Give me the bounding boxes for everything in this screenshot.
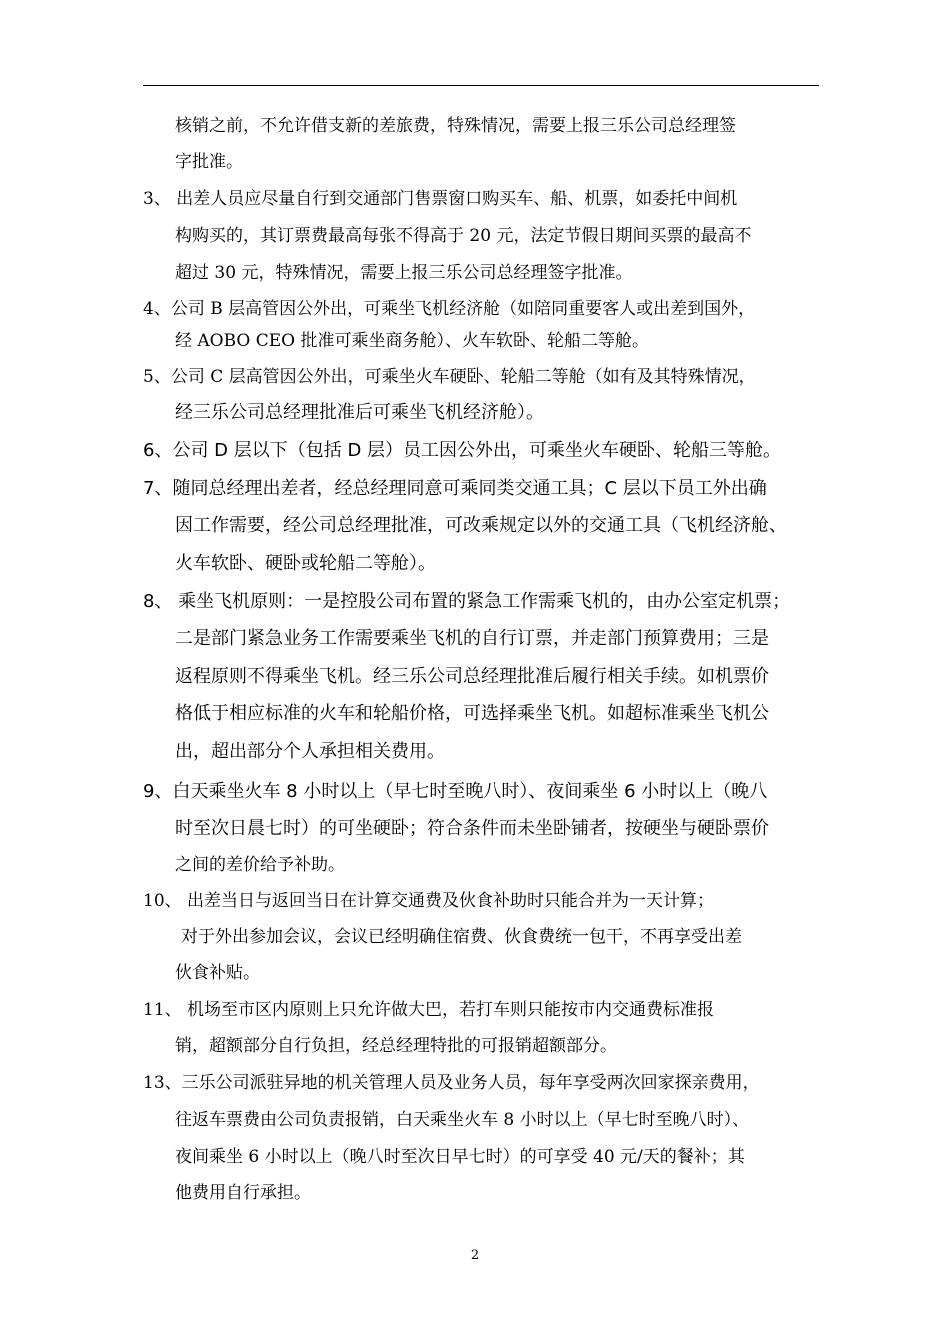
text-line: 7、随同总经理出差者，经总经理同意可乘同类交通工具；C 层以下员工外出确 [143,478,767,499]
text-line: 伙食补贴。 [175,963,260,983]
text-line: 构购买的，其订票费最高每张不得高于 20 元，法定节假日期间买票的最高不 [175,226,752,246]
text-line: 时至次日晨七时）的可坐硬卧；符合条件而未坐卧铺者，按硬坐与硬卧票价 [175,818,769,839]
text-line: 字批准。 [175,152,243,172]
text-line: 他费用自行承担。 [175,1183,311,1203]
page-number: 2 [470,1248,480,1263]
text-line: 出，超出部分个人承担相关费用。 [175,741,445,762]
header-rule [143,85,819,86]
text-line: 因工作需要，经公司总经理批准，可改乘规定以外的交通工具（飞机经济舱、 [175,515,787,536]
text-line: 销，超额部分自行负担，经总经理特批的可报销超额部分。 [175,1036,617,1056]
text-line: 返程原则不得乘坐飞机。经三乐公司总经理批准后履行相关手续。如机票价 [175,666,769,687]
text-line: 对于外出参加会议，会议已经明确住宿费、伙食费统一包干，不再享受出差 [181,927,742,947]
text-line: 二是部门紧急业务工作需要乘坐飞机的自行订票，并走部门预算费用；三是 [175,628,769,649]
text-line: 9、白天乘坐火车 8 小时以上（早七时至晚八时）、夜间乘坐 6 小时以上（晚八 [143,781,768,802]
text-line: 8、 乘坐飞机原则：一是控股公司布置的紧急工作需乘飞机的，由办公室定机票； [143,591,791,612]
text-line: 格低于相应标准的火车和轮船价格，可选择乘坐飞机。如超标准乘坐飞机公 [175,703,769,724]
text-line: 经三乐公司总经理批准后可乘坐飞机经济舱）。 [175,402,544,423]
text-line: 11、 机场至市区内原则上只允许做大巴，若打车则只能按市内交通费标准报 [143,1000,715,1020]
text-line: 6、公司 D 层以下（包括 D 层）员工因公外出，可乘坐火车硬卧、轮船三等舱。 [143,440,782,461]
text-line: 经 AOBO CEO 批准可乘坐商务舱）、火车软卧、轮船二等舱。 [175,331,650,351]
text-line: 之间的差价给予补助。 [175,855,345,875]
text-line: 往返车票费由公司负责报销，白天乘坐火车 8 小时以上（早七时至晚八时）、 [175,1110,750,1130]
text-line: 13、三乐公司派驻异地的机关管理人员及业务人员，每年享受两次回家探亲费用， [143,1073,760,1093]
text-line: 超过 30 元，特殊情况，需要上报三乐公司总经理签字批准。 [175,263,633,283]
text-line: 夜间乘坐 6 小时以上（晚八时至次日早七时）的可享受 40 元/天的餐补；其 [175,1147,745,1167]
text-line: 核销之前，不允许借支新的差旅费，特殊情况，需要上报三乐公司总经理签 [175,116,736,136]
text-line: 10、 出差当日与返回当日在计算交通费及伙食补助时只能合并为一天计算； [143,891,715,911]
text-line: 3、 出差人员应尽量自行到交通部门售票窗口购买车、船、机票，如委托中间机 [143,189,738,209]
text-line: 5、公司 C 层高管因公外出，可乘坐火车硬卧、轮船二等舱（如有及其特殊情况， [143,367,756,387]
text-line: 4、公司 B 层高管因公外出，可乘坐飞机经济舱（如陪同重要客人或出差到国外， [143,299,756,319]
text-line: 火车软卧、硬卧或轮船二等舱）。 [175,553,436,574]
